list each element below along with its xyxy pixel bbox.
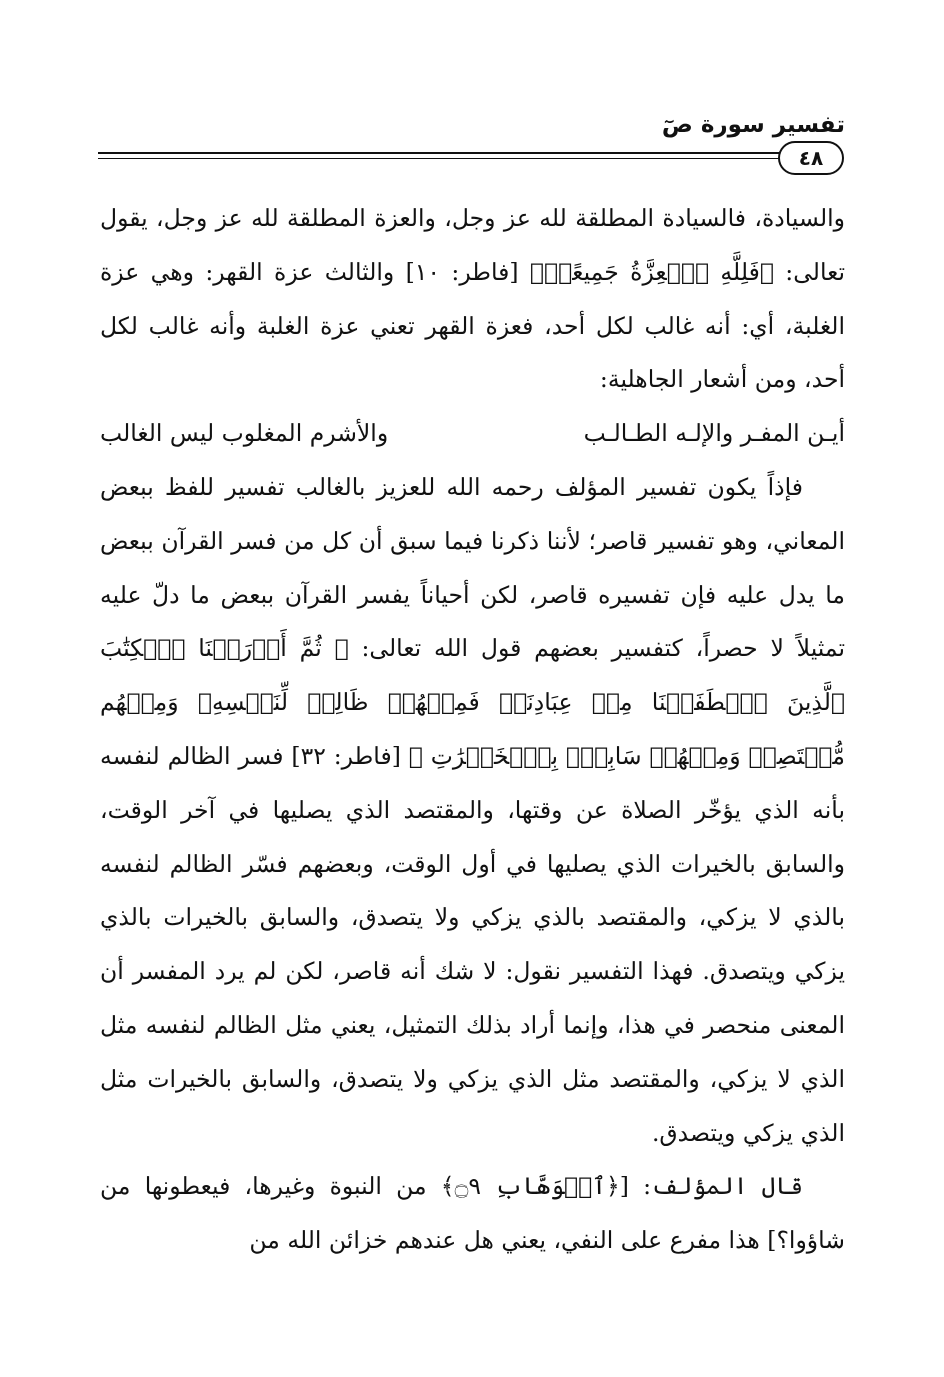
header-rule-thick	[98, 152, 780, 154]
body-text	[100, 192, 845, 1268]
poem-second-hemistich: والأشرم المغلوب ليس الغالب	[100, 419, 389, 448]
paragraph: قال المؤلف: [﴿ٱلۡوَهَّابِ ۝٩﴾ من النبوة وغيرها، فيعطونها من شاؤوا؟] هذا مفرع على النفي، يعني هل عندهم خزائن الله من	[100, 1172, 845, 1255]
poem-verse	[100, 407, 845, 461]
running-title: تفسير سورة صٓ	[661, 112, 845, 138]
header-rule-thin	[98, 158, 780, 159]
page-number: ٤٨	[778, 141, 844, 175]
paragraph: والسيادة، فالسيادة المطلقة لله عز وجل، والعزة المطلقة لله عز وجل، يقول تعالى: ﴿فَلِلَّهِ ٱلۡعِزَّةُ جَمِيعًاۚ﴾ [فاطر: ١٠] والثالث عزة القهر: وهي عزة الغلبة، أي: أنه غالب لكل أحد، فعزة القهر تعني عزة الغلبة وأنه غالب لكل أحد، ومن أشعار الجاهلية:	[100, 204, 846, 394]
paragraph: فإذاً يكون تفسير المؤلف رحمه الله للعزيز بالغالب تفسير للفظ ببعض المعاني، وهو تفسير قاصر؛ لأننا ذكرنا فيما سبق أن كل من فسر القرآن ببعض ما يدل عليه فإن تفسيره قاصر، لكن أحياناً يفسر القرآن ببعض ما دلّ عليه تمثيلاً لا حصراً، كتفسير بعضهم قول الله تعالى: ﴿ ثُمَّ أَوۡرَثۡنَا ٱلۡكِتَٰبَ ٱلَّذِينَ ٱصۡطَفَيۡنَا مِنۡ عِبَادِنَاۖ فَمِنۡهُمۡ ظَالِمٞ لِّنَفۡسِهِۦ وَمِنۡهُم مُّقۡتَصِدٞ وَمِنۡهُمۡ سَابِقُۢ بِٱلۡخَيۡرَٰتِ ﴾ [فاطر: ٣٢] فسر الظالم لنفسه بأنه الذي يؤخّر الصلاة عن وقتها، والمقتصد الذي يصليها في آخر الوقت، والسابق بالخيرات الذي يصليها في أول الوقت، وبعضهم فسّر الظالم لنفسه بالذي لا يزكي، والمقتصد بالذي يزكي ولا يتصدق، والسابق بالخيرات بالذي يزكي ويتصدق. فهذا التفسير نقول: لا شك أنه قاصر، لكن لم يرد المفسر أن المعنى منحصر في هذا، وإنما أراد بذلك التمثيل، يعني مثل الظالم لنفسه مثل الذي لا يزكي، والمقتصد مثل الذي يزكي ولا يتصدق، والسابق بالخيرات مثل الذي يزكي ويتصدق.	[100, 472, 845, 1147]
poem-first-hemistich: أيـن المفـر والإلـه الطـالـب	[583, 419, 845, 448]
